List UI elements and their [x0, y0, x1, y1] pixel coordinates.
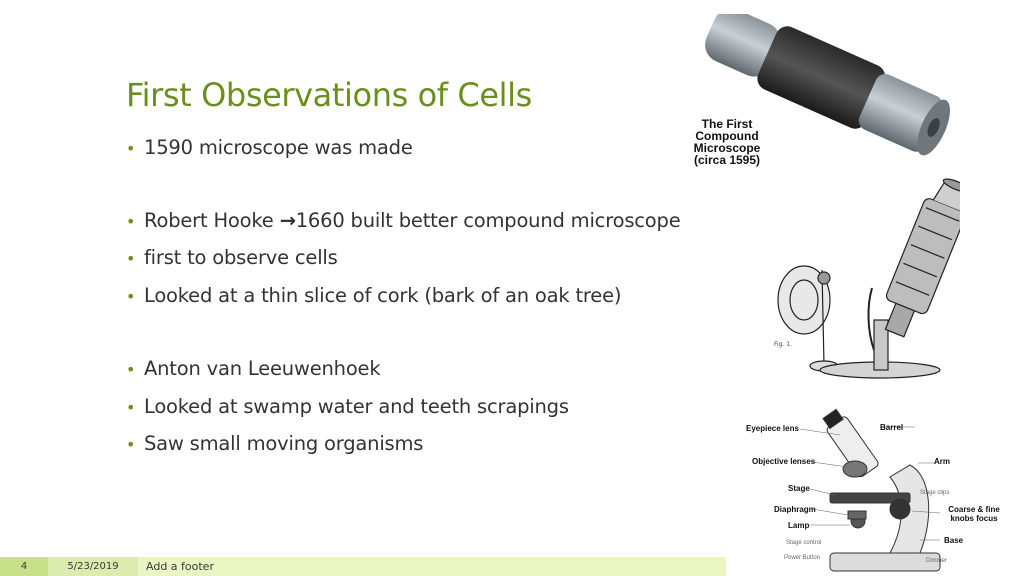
label-base: Base — [944, 536, 964, 545]
label-stage-clips: Stage clips — [920, 490, 950, 496]
label-objective-lenses: Objective lenses — [752, 457, 816, 466]
bullet-dot: • — [126, 249, 136, 268]
bullet-text: Saw small moving organisms — [144, 432, 424, 455]
bullet-dot: • — [126, 435, 136, 454]
bullet-text: Robert Hooke — [144, 209, 280, 232]
label-barrel: Barrel — [880, 423, 904, 432]
label-stage: Stage — [788, 484, 810, 493]
footer-text[interactable]: Add a footer — [138, 557, 726, 576]
label-arm: Arm — [934, 457, 951, 466]
bullet-dot: • — [126, 287, 136, 306]
label-lamp: Lamp — [788, 521, 810, 530]
label-power-button: Power Button — [784, 555, 821, 561]
bullet-text: 1660 built better compound microscope — [295, 209, 681, 232]
bullet-text: first to observe cells — [144, 246, 338, 269]
arrow-right-icon: → — [279, 209, 296, 232]
page-title: First Observations of Cells — [126, 76, 532, 114]
bullet-item — [126, 246, 338, 269]
label-eyepiece-lens: Eyepiece lens — [746, 424, 799, 433]
svg-text:Fig. 1.: Fig. 1. — [774, 341, 793, 348]
hooke-microscope-image — [762, 170, 960, 384]
bullet-dot: • — [126, 398, 136, 417]
bullet-item — [126, 136, 413, 159]
bullet-text: Looked at swamp water and teeth scrapings — [144, 395, 569, 418]
label-coarse-fine-knobs: Coarse & fine knobs focus — [948, 505, 1000, 523]
bullet-item — [126, 209, 681, 232]
bullet-dot: • — [126, 139, 136, 158]
first-microscope-caption: The First Compound Microscope (circa 1595) — [693, 117, 761, 167]
footer — [0, 557, 1024, 576]
bullet-text: 1590 microscope was made — [144, 136, 413, 159]
footer-date: 5/23/2019 — [48, 557, 138, 576]
bullet-text: Looked at a thin slice of cork (bark of an oak tree) — [144, 284, 622, 307]
bullet-item — [126, 357, 380, 380]
bullet-dot: • — [126, 212, 136, 231]
bullet-text: Anton van Leeuwenhoek — [144, 357, 381, 380]
label-dimmer: Dimmer — [926, 558, 947, 564]
bullet-item — [126, 395, 569, 418]
label-diaphragm: Diaphragm — [774, 505, 816, 514]
bullet-item — [126, 432, 423, 455]
label-stage-control: Stage control — [786, 540, 822, 546]
bullet-item — [126, 284, 621, 307]
bullet-dot: • — [126, 360, 136, 379]
slide-number: 4 — [0, 557, 48, 576]
